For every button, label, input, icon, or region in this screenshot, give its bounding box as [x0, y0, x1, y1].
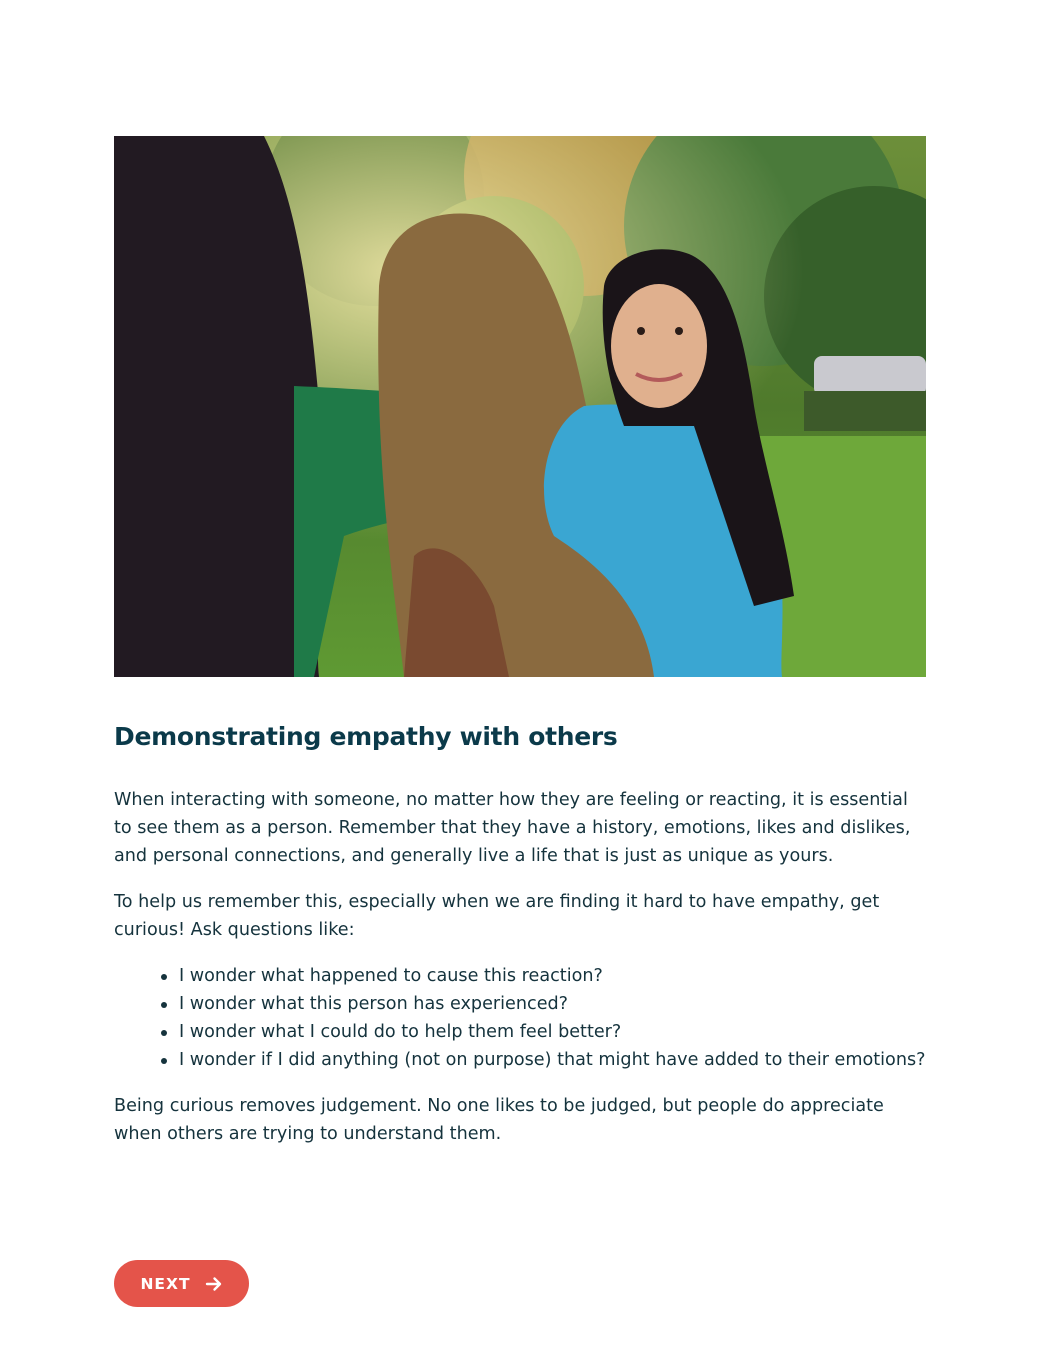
- closing-paragraph: Being curious removes judgement. No one likes to be judged, but people do appreciate when others are trying to understand them.: [114, 1096, 884, 1144]
- arrow-right-icon: [205, 1275, 223, 1293]
- lesson-body: [114, 786, 926, 1166]
- hero-image: [114, 136, 926, 677]
- question-list: [114, 962, 926, 1074]
- intro-paragraph: When interacting with someone, no matter how they are feeling or reacting, it is essential to see them as a person. Remember that they have a history, emotions, likes and dislikes, and personal connections, and generally live a life that is just as unique as yours.: [114, 790, 911, 866]
- next-button-label: NEXT: [140, 1274, 191, 1293]
- list-item: I wonder what happened to cause this reaction?: [158, 962, 926, 990]
- page-title: Demonstrating empathy with others: [114, 722, 618, 751]
- list-item: I wonder what this person has experienced?: [158, 990, 926, 1018]
- hero-photo-illustration: [114, 136, 926, 677]
- list-item: I wonder if I did anything (not on purpose) that might have added to their emotions?: [158, 1046, 926, 1074]
- list-item: I wonder what I could do to help them feel better?: [158, 1018, 926, 1046]
- next-button[interactable]: [114, 1260, 249, 1307]
- curiosity-paragraph: To help us remember this, especially when we are finding it hard to have empathy, get curious! Ask questions like:: [114, 892, 880, 940]
